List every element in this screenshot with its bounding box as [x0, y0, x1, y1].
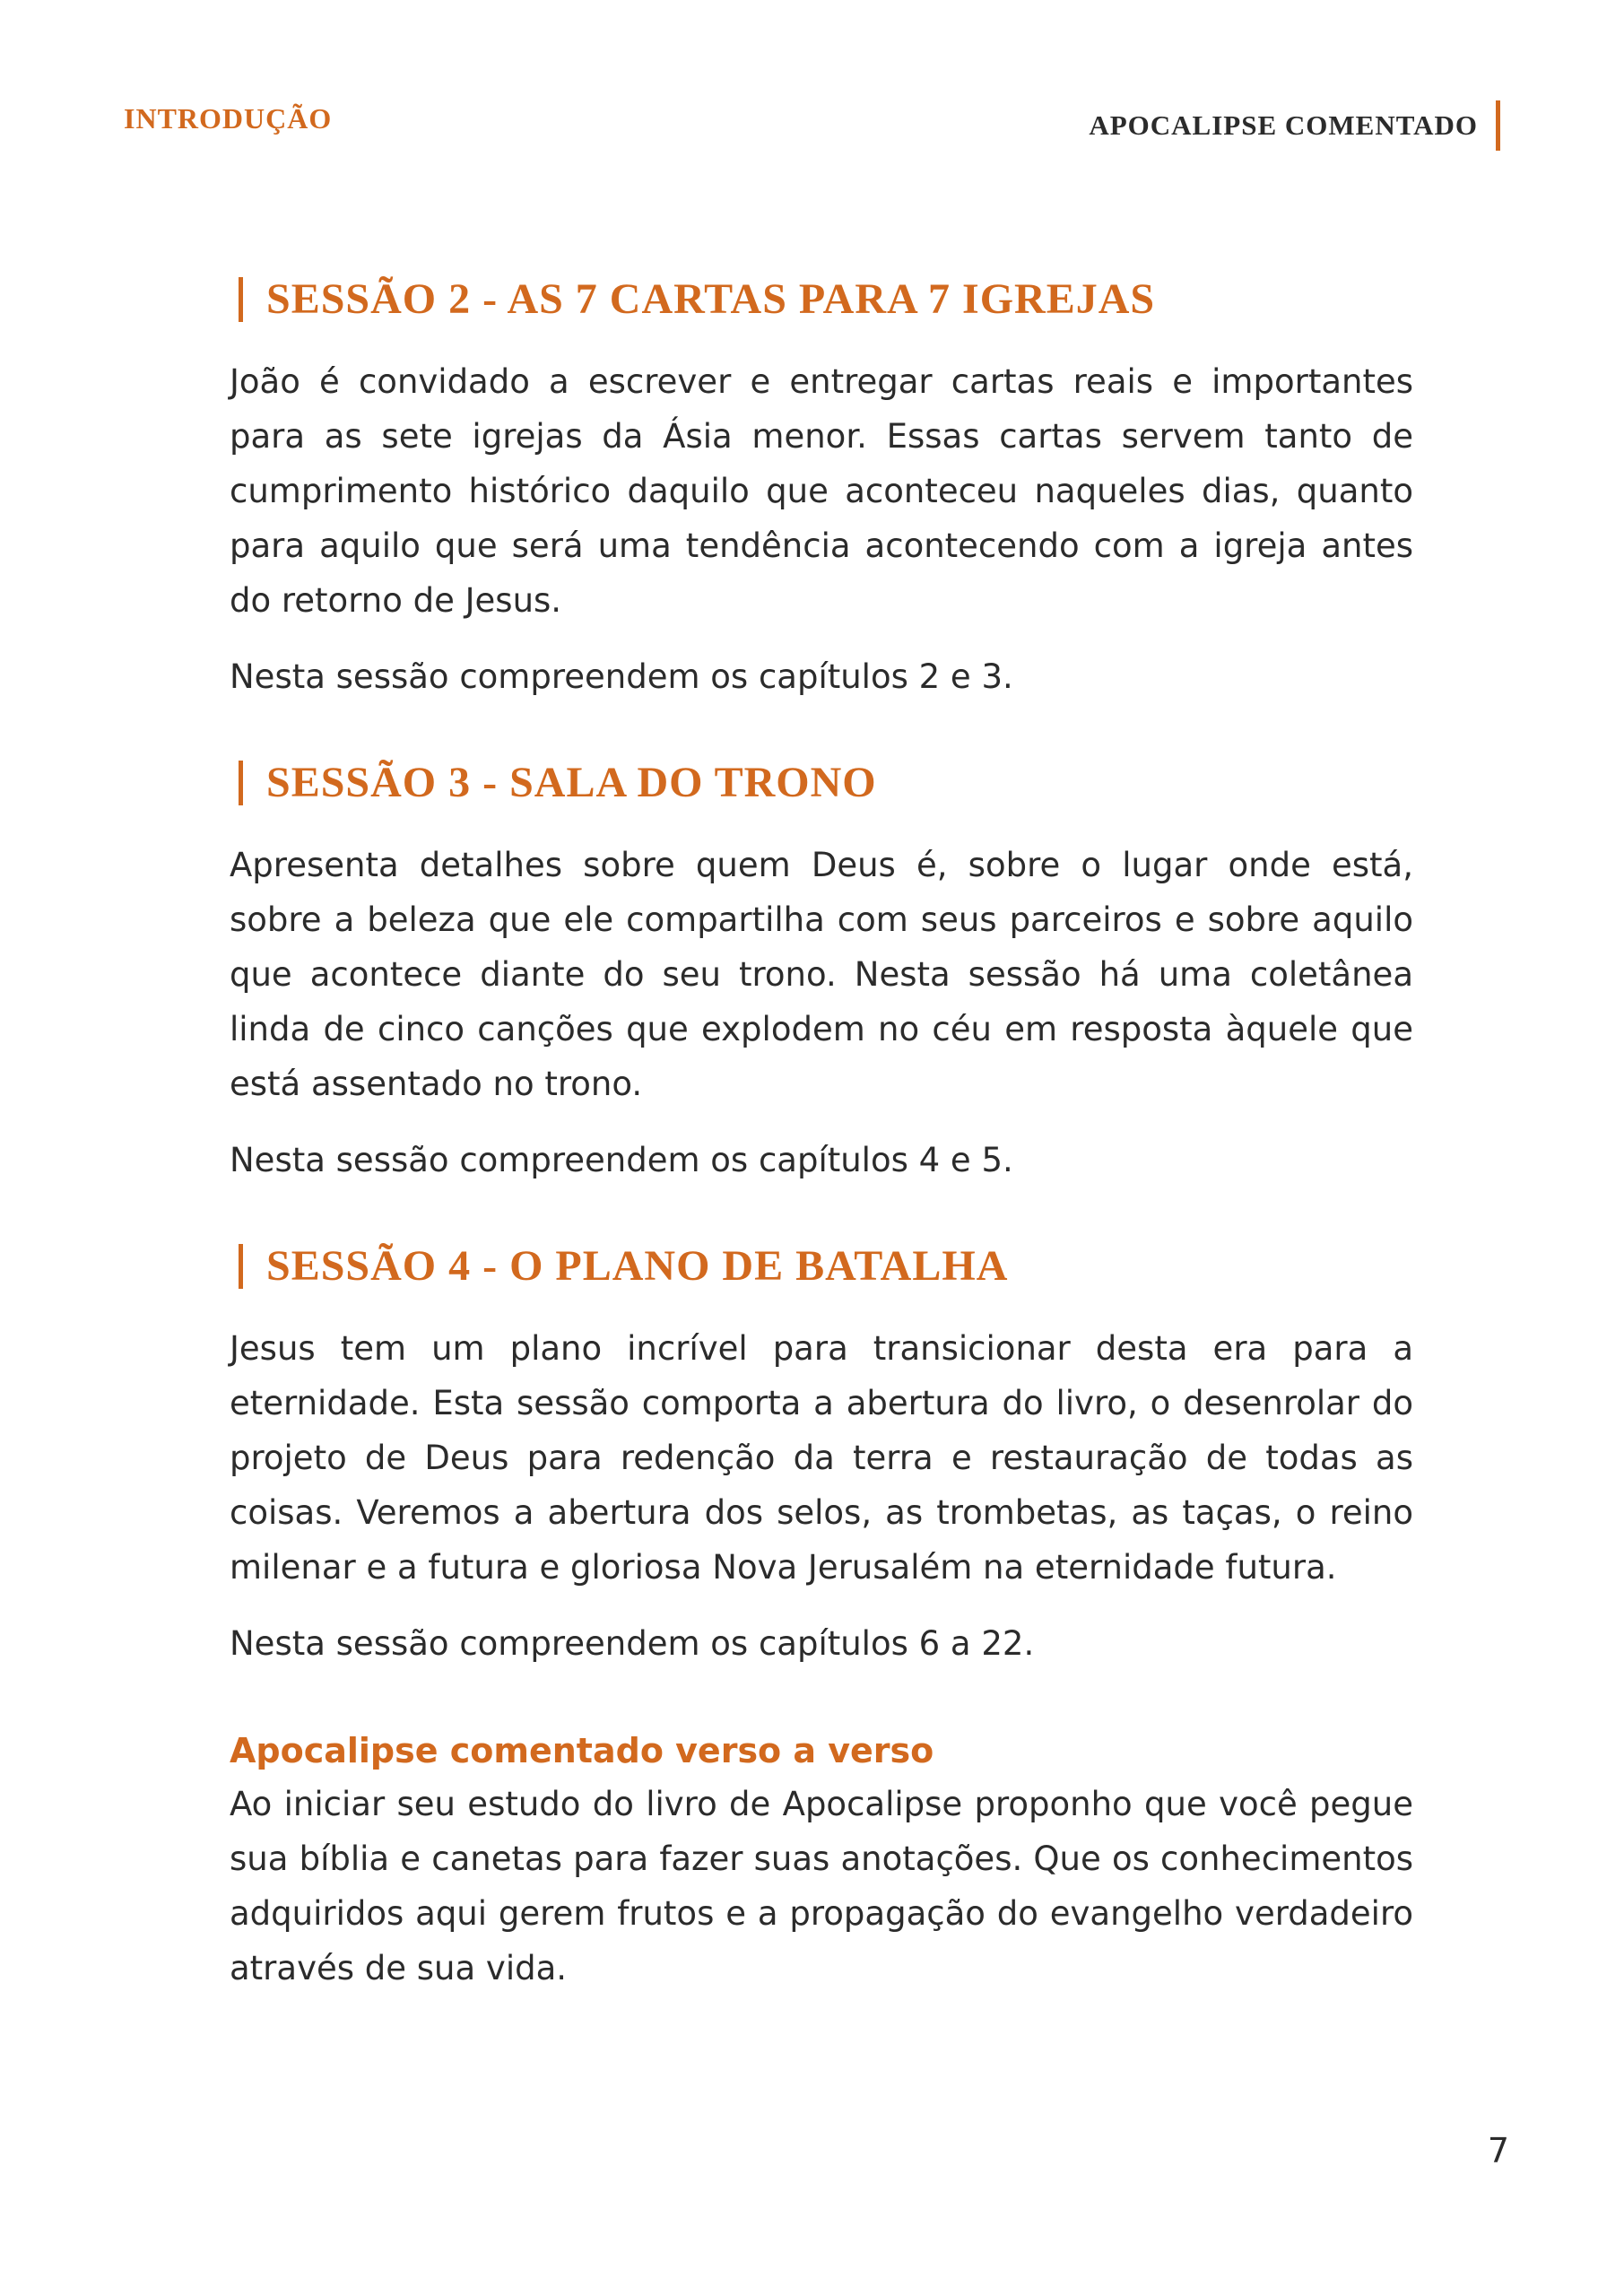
- heading-accent-bar: [239, 277, 243, 322]
- running-header-book: [1089, 100, 1500, 151]
- section-2-heading: [230, 274, 1413, 324]
- section-4-heading: [230, 1241, 1413, 1291]
- section-3-title: SESSÃO 3 - SALA DO TRONO: [266, 759, 877, 806]
- section-2-body: João é convidado a escrever e entregar cartas reais e importantes para as sete igrejas da Ásia menor. Essas cartas servem tanto de cumprimento histórico daquilo que aconteceu naqueles dias, quanto para aquilo que será uma tendência acontecendo com a igreja antes do retorno de Jesus.: [230, 362, 1413, 620]
- section-3-chapters: Nesta sessão compreendem os capítulos 4 e 5.: [230, 1141, 1013, 1179]
- section-4-chapters: Nesta sessão compreendem os capítulos 6 a 22.: [230, 1624, 1035, 1663]
- section-2-chapters: Nesta sessão compreendem os capítulos 2 e 3.: [230, 657, 1013, 696]
- closing-body: Ao iniciar seu estudo do livro de Apocalipse proponho que você pegue sua bíblia e canetas para fazer suas anotações. Que os conhecimentos adquiridos aqui gerem frutos e a propagação do evangelho verdadeiro através de sua vida.: [230, 1785, 1413, 1987]
- section-3-body: Apresenta detalhes sobre quem Deus é, sobre o lugar onde está, sobre a beleza que ele compartilha com seus parceiros e sobre aquilo que acontece diante do seu trono. Nesta sessão há uma coletânea linda de cinco canções que explodem no céu em resposta àquele que está assentado no trono.: [230, 846, 1413, 1103]
- section-4-body: Jesus tem um plano incrível para transicionar desta era para a eternidade. Esta sessão comporta a abertura do livro, o desenrolar do projeto de Deus para redenção da terra e restauração de todas as coisas. Veremos a abertura dos selos, as trombetas, as taças, o reino milenar e a futura e gloriosa Nova Jerusalém na eternidade futura.: [230, 1329, 1413, 1587]
- page-number: 7: [1487, 2131, 1509, 2170]
- running-header-book-title: APOCALIPSE COMENTADO: [1089, 109, 1478, 141]
- heading-accent-bar: [239, 1244, 243, 1289]
- section-3-heading: [230, 758, 1413, 807]
- header-accent-bar: [1496, 100, 1500, 151]
- section-2-title: SESSÃO 2 - AS 7 CARTAS PARA 7 IGREJAS: [266, 275, 1156, 323]
- page-content: [230, 274, 1413, 2017]
- section-4-title: SESSÃO 4 - O PLANO DE BATALHA: [266, 1242, 1009, 1290]
- running-header-chapter: INTRODUÇÃO: [124, 102, 333, 135]
- closing-heading: Apocalipse comentado verso a verso: [230, 1731, 934, 1770]
- heading-accent-bar: [239, 761, 243, 805]
